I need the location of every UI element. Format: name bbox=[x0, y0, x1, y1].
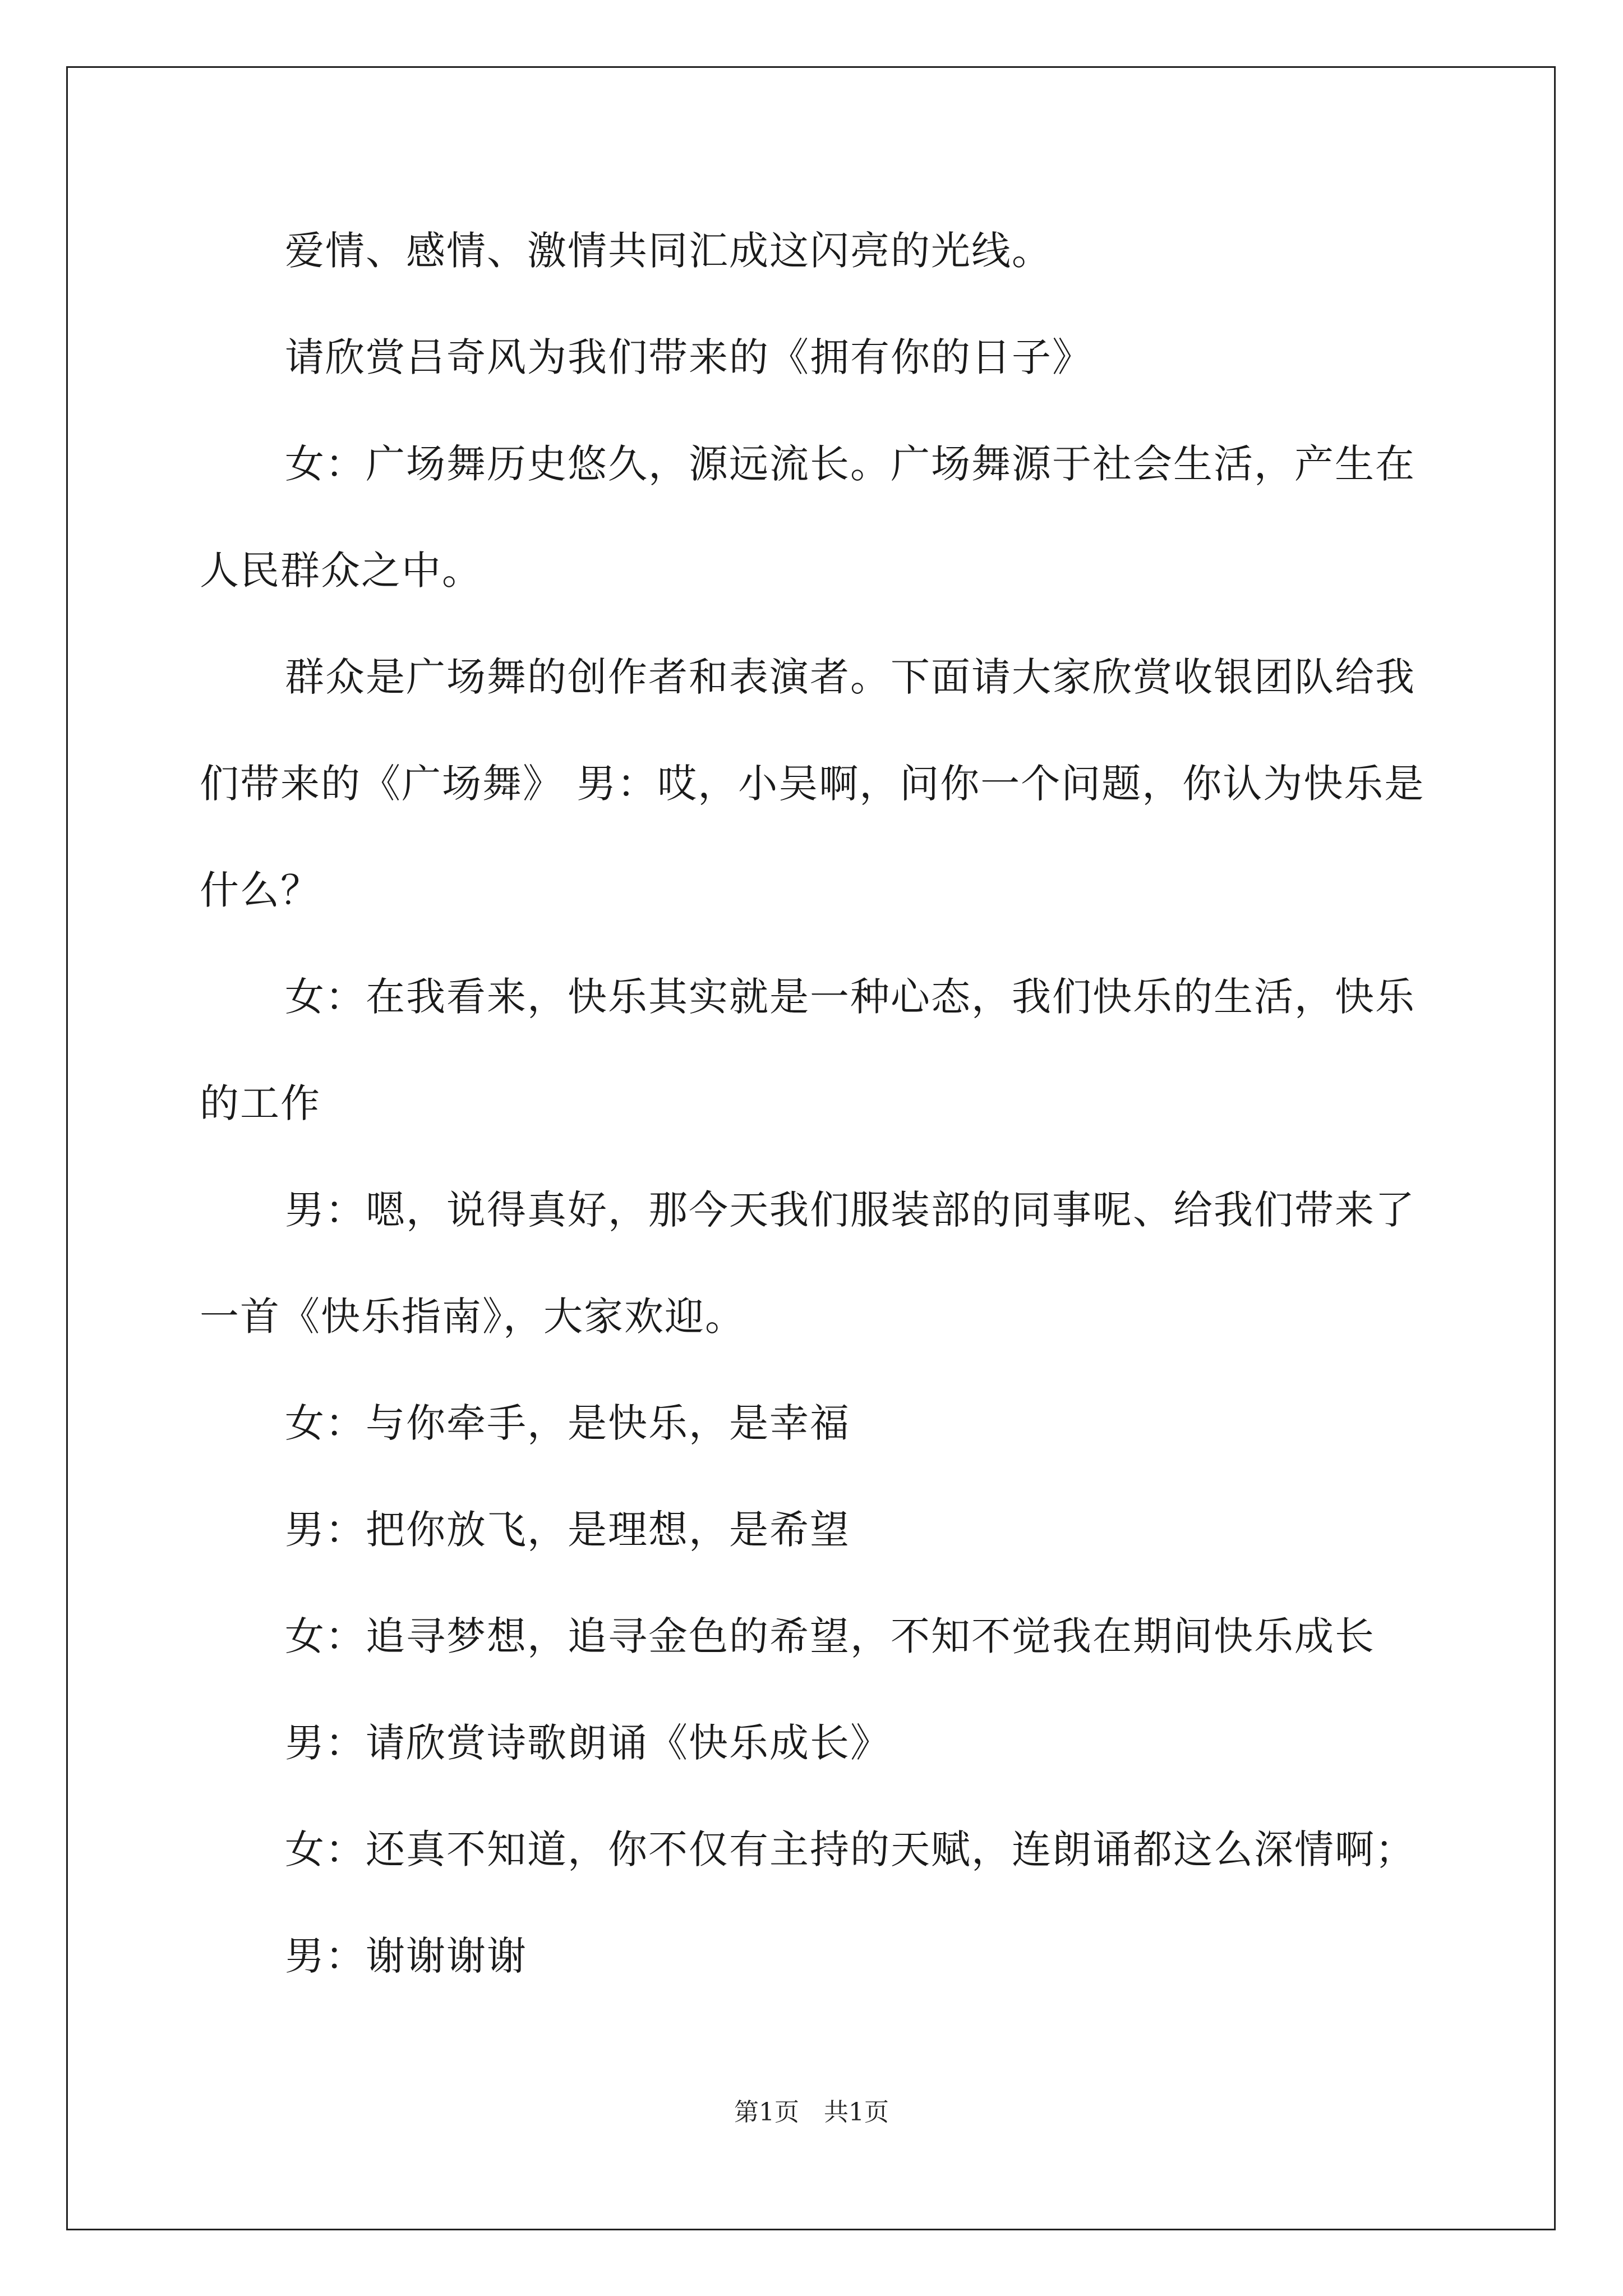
paragraph-line: 女：还真不知道，你不仅有主持的天赋，连朗诵都这么深情啊； bbox=[285, 1826, 1415, 1872]
paragraph bbox=[200, 970, 1433, 1130]
paragraph bbox=[200, 1184, 1433, 1343]
paragraph-line: 女：广场舞历史悠久，源远流长。广场舞源于社会生活，产生在 bbox=[285, 441, 1415, 487]
page-number-footer: 第1页 共1页 bbox=[734, 2098, 889, 2127]
paragraph-line: 男：谢谢谢谢 bbox=[285, 1933, 527, 1979]
paragraph-line: 男：把你放飞，是理想，是希望 bbox=[285, 1507, 850, 1553]
paragraph-line: 男：嗯，说得真好，那今天我们服装部的同事呢、给我们带来了 bbox=[285, 1187, 1415, 1233]
paragraph-line: 群众是广场舞的创作者和表演者。下面请大家欣赏收银团队给我 bbox=[285, 654, 1415, 700]
paragraph bbox=[200, 224, 1433, 277]
paragraph-line: 爱情、感情、激情共同汇成这闪亮的光线。 bbox=[285, 228, 1052, 274]
paragraph-line: 女：追寻梦想，追寻金色的希望，不知不觉我在期间快乐成长 bbox=[285, 1613, 1375, 1659]
paragraph-line: 女：在我看来，快乐其实就是一种心态，我们快乐的生活，快乐 bbox=[285, 974, 1415, 1020]
paragraph-line: 一首《快乐指南》，大家欢迎。 bbox=[200, 1294, 745, 1340]
paragraph-line: 请欣赏吕奇风为我们带来的《拥有你的日子》 bbox=[285, 334, 1092, 380]
paragraph bbox=[200, 1503, 1433, 1556]
paragraph bbox=[200, 651, 1433, 917]
paragraph bbox=[200, 1823, 1433, 1876]
paragraph-line: 们带来的《广场舞》 男：哎，小吴啊，问你一个问题，你认为快乐是 bbox=[200, 761, 1425, 807]
paragraph-line: 男：请欣赏诗歌朗诵《快乐成长》 bbox=[285, 1720, 891, 1766]
paragraph bbox=[200, 1930, 1433, 1982]
paragraph bbox=[200, 438, 1433, 597]
paragraph-line: 人民群众之中。 bbox=[200, 547, 482, 593]
document-body bbox=[200, 224, 1433, 1982]
paragraph bbox=[200, 1610, 1433, 1663]
paragraph-line: 的工作 bbox=[200, 1080, 321, 1126]
paragraph bbox=[200, 331, 1433, 384]
paragraph bbox=[200, 1397, 1433, 1450]
paragraph-line: 女：与你牵手，是快乐，是幸福 bbox=[285, 1400, 850, 1446]
paragraph-line: 什么？ bbox=[200, 867, 321, 913]
paragraph bbox=[200, 1717, 1433, 1769]
